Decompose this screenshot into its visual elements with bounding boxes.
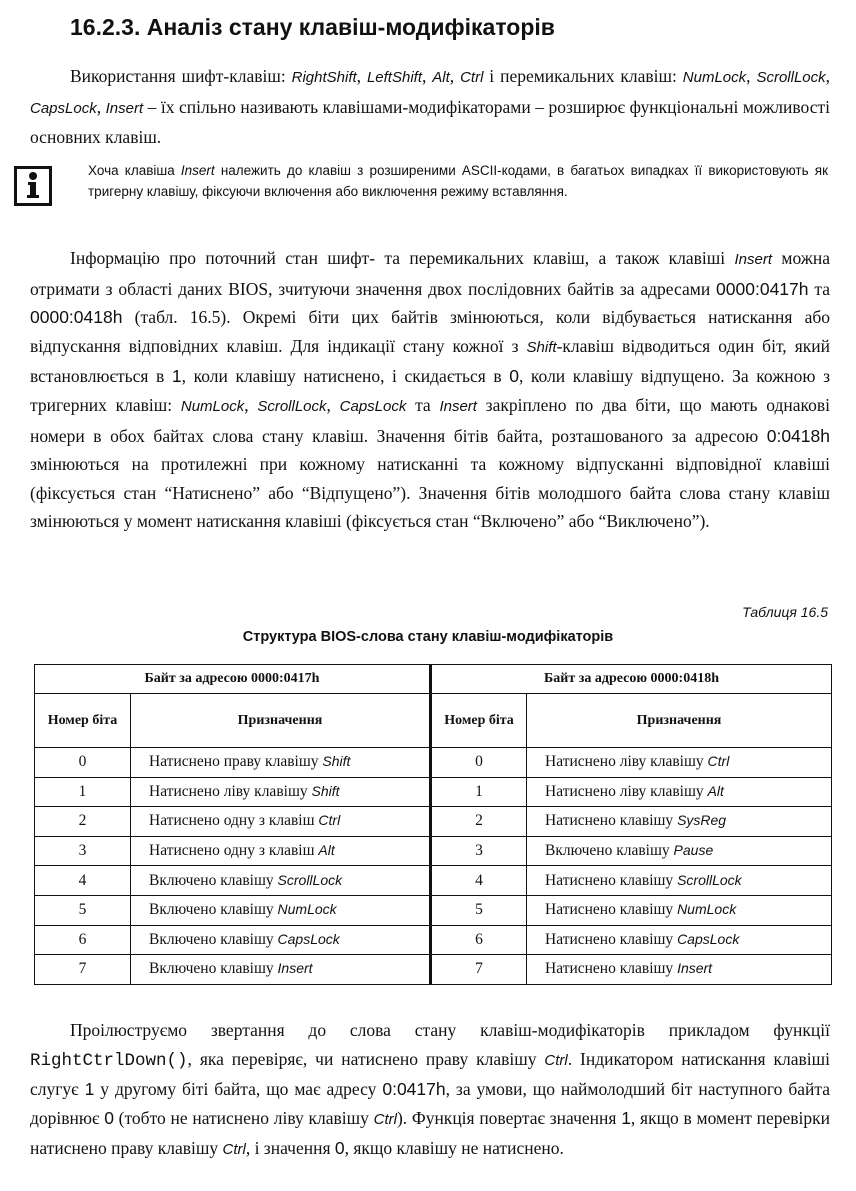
left-byte-header: Байт за адресою 0000:0417h [35,665,431,694]
text: , [356,66,367,86]
text: , [422,66,433,86]
purpose-cell [131,925,431,955]
text: змінюються на протилежні при кожному натисканні та кожному відпусканні відповідної клавіші (фіксується стан “Натиснено” або “Відпущено”). Значення бітів молодшого байта слова стану клавіш змінюються у момент натискання клавіші (фіксується стан “Включено” або “Виключено”). [30,454,830,532]
text: , [746,66,757,86]
purpose-text: Включено клавішу [149,901,278,919]
key-name: NumLock [180,397,245,415]
key-name: Ctrl [460,69,484,86]
key-name: Shift [526,338,557,356]
text: Хоча клавіша [88,163,181,178]
purpose-text: Натиснено клавішу [545,871,678,889]
purpose-text: Натиснено одну з клавіш [149,812,319,830]
bit-number-cell: 7 [431,955,527,985]
text: , і значення [245,1138,335,1159]
key-name: Insert [439,397,477,415]
key-name: Alt [432,69,450,86]
number: 1 [171,366,182,387]
bit-number-cell: 3 [431,836,527,866]
purpose-cell [527,955,832,985]
text: і перемикальних клавіш: [483,66,683,86]
right-byte-header: Байт за адресою 0000:0418h [431,665,832,694]
key-name: ScrollLock [257,397,327,415]
section-heading: 16.2.3. Аналіз стану клавіш-модифікаторів [70,14,555,40]
bit-number-cell: 4 [431,866,527,896]
text: , коли клавішу відпущено. За кожною з тригерних клавіш: [30,366,831,415]
purpose-cell [131,955,431,985]
bit-number-cell: 0 [431,748,527,778]
text: та [406,394,440,415]
key-name: NumLock [677,901,737,918]
purpose-text: Натиснено клавішу [545,960,678,978]
text: , за умови, що наймолодший біт наступного байта дорівнює [30,1079,830,1128]
purpose-text: Включено клавішу [149,930,278,948]
key-name: Ctrl [373,1110,397,1128]
key-name: Shift [311,782,340,799]
key-name: CapsLock [277,930,340,947]
table-row [35,748,832,778]
table-row [35,836,832,866]
table-row [35,807,832,837]
number: 0 [104,1107,114,1128]
key-name: Ctrl [544,1051,568,1069]
key-name: CapsLock [30,99,97,117]
purpose-text: Включено клавішу [149,871,278,889]
text: , якщо клавішу не натиснено. [344,1138,564,1159]
bit-number-cell: 2 [35,807,131,837]
address: 0:0418h [766,425,830,446]
purpose-text: Натиснено клавішу [545,812,678,830]
number: 0 [509,366,519,387]
key-name: Insert [277,960,313,977]
text: , [244,394,258,415]
purpose-cell [131,748,431,778]
key-name: Insert [105,99,144,117]
bit-number-cell: 2 [431,807,527,837]
purpose-cell [131,807,431,837]
body-paragraph [30,244,830,536]
intro-paragraph [30,62,830,152]
purpose-cell [527,807,832,837]
table-title: Структура BIOS-слова стану клавіш-модифікаторів [242,629,614,645]
text: та [808,278,830,299]
table-row [35,895,832,925]
key-name: Ctrl [707,753,730,770]
purpose-cell [527,748,832,778]
function-name: RightCtrlDown() [30,1050,188,1071]
text: Проілюструємо звертання до слова стану клавіш-модифікаторів прикладом функції [70,1020,830,1040]
table-row [35,925,832,955]
table-row [35,777,832,807]
text: , коли клавішу натиснено, і скидається в [181,366,510,387]
table-row [35,955,832,985]
bit-number-cell: 1 [35,777,131,807]
purpose-cell [131,836,431,866]
key-name: RightShift [291,69,357,86]
purpose-text: Натиснено праву клавішу [149,753,323,771]
bit-number-cell: 1 [431,777,527,807]
purpose-text: Включено клавішу [545,842,674,860]
purpose-text: Натиснено ліву клавішу [545,753,708,771]
purpose-cell [131,895,431,925]
purpose-cell [527,777,832,807]
key-name: CapsLock [677,930,740,947]
purpose-text: Включено клавішу [149,960,278,978]
text: належить до клавіш з розширеними ASCII-кодами, в багатьох випадках її використовують як тригерну клавішу, фіксуючи включення або виключення режиму вставляння. [88,163,828,199]
text: можна отримати з області даних BIOS, зчитуючи значення двох послідовних байтів за адресами [30,248,830,299]
key-name: Insert [734,251,773,268]
text: , [449,66,461,86]
body-paragraph [30,1016,830,1165]
bit-number-cell: 0 [35,748,131,778]
text: ). Функція повертає значення [396,1107,622,1128]
number: 0 [334,1138,345,1159]
text: (табл. 16.5). Окремі біти цих байтів змінюються, коли відбувається натискання або відпускання відповідних клавіш. Для індикації стану кожної з [30,307,830,356]
table-row [35,866,832,896]
text: – їх спільно називають клавішами-модифікаторами – розширює функціональні можливості основних клавіш. [30,96,831,148]
bios-keyboard-status-table [34,664,832,985]
note-text [88,160,828,202]
text: у другому біті байта, що має адресу [94,1079,383,1100]
number: 1 [621,1107,631,1128]
text: -клавіш відводиться один біт, який встановлюється в [30,335,830,387]
bit-number-cell: 7 [35,955,131,985]
purpose-cell [527,836,832,866]
key-name: Alt [318,842,335,859]
column-header-bit: Номер біта [35,694,131,748]
purpose-text: Натиснено ліву клавішу [545,782,708,800]
text: , яка перевіряє, чи натиснено праву клавішу [187,1048,545,1069]
text: , [96,96,106,117]
key-name: Pause [673,842,714,859]
table-label: Таблиця 16.5 [742,604,828,620]
purpose-cell [131,777,431,807]
purpose-text: Натиснено ліву клавішу [149,782,312,800]
text: закріплено по два біти, що мають однакові номери в обох байтах слова стану клавіш. Значення бітів байта, розташованого за адресою [30,394,831,446]
key-name: Insert [677,960,713,977]
bit-number-cell: 4 [35,866,131,896]
purpose-cell [131,866,431,896]
text: , якщо в момент перевірки натиснено праву клавішу [30,1107,830,1159]
key-name: NumLock [277,901,337,918]
text: , [326,394,340,415]
address: 0:0417h [382,1079,446,1100]
column-header-purpose: Призначення [527,694,832,748]
text: Інформацію про поточний стан шифт- та перемикальних клавіш, а також клавіші [70,248,735,268]
key-name: Shift [322,753,351,770]
purpose-text: Натиснено клавішу [545,901,678,919]
address: 0000:0417h [716,278,809,299]
bit-number-cell: 6 [431,925,527,955]
number: 1 [84,1079,95,1100]
text: . Індикатором натискання клавіші слугує [30,1048,830,1100]
bit-number-cell: 3 [35,836,131,866]
key-name: NumLock [682,69,747,86]
purpose-text: Натиснено клавішу [545,930,678,948]
key-name: LeftShift [366,69,422,86]
purpose-text: Натиснено одну з клавіш [149,842,319,860]
bit-number-cell: 6 [35,925,131,955]
key-name: ScrollLock [756,69,826,86]
key-name: CapsLock [339,397,407,415]
key-name: ScrollLock [277,871,343,888]
address: 0000:0418h [30,307,123,328]
bit-number-cell: 5 [35,895,131,925]
key-name: ScrollLock [677,871,742,888]
purpose-cell [527,895,832,925]
key-name: Insert [180,163,215,178]
key-name: Ctrl [222,1141,246,1159]
purpose-cell [527,866,832,896]
column-header-bit: Номер біта [431,694,527,748]
text: Використання шифт-клавіш: [70,66,292,86]
key-name: SysReg [677,812,727,829]
text: (тобто не натиснено ліву клавішу [113,1107,374,1128]
key-name: Alt [707,782,724,799]
purpose-cell [527,925,832,955]
info-icon [14,166,52,206]
bit-number-cell: 5 [431,895,527,925]
column-header-purpose: Призначення [131,694,431,748]
key-name: Ctrl [318,812,341,829]
text: , [825,66,831,86]
